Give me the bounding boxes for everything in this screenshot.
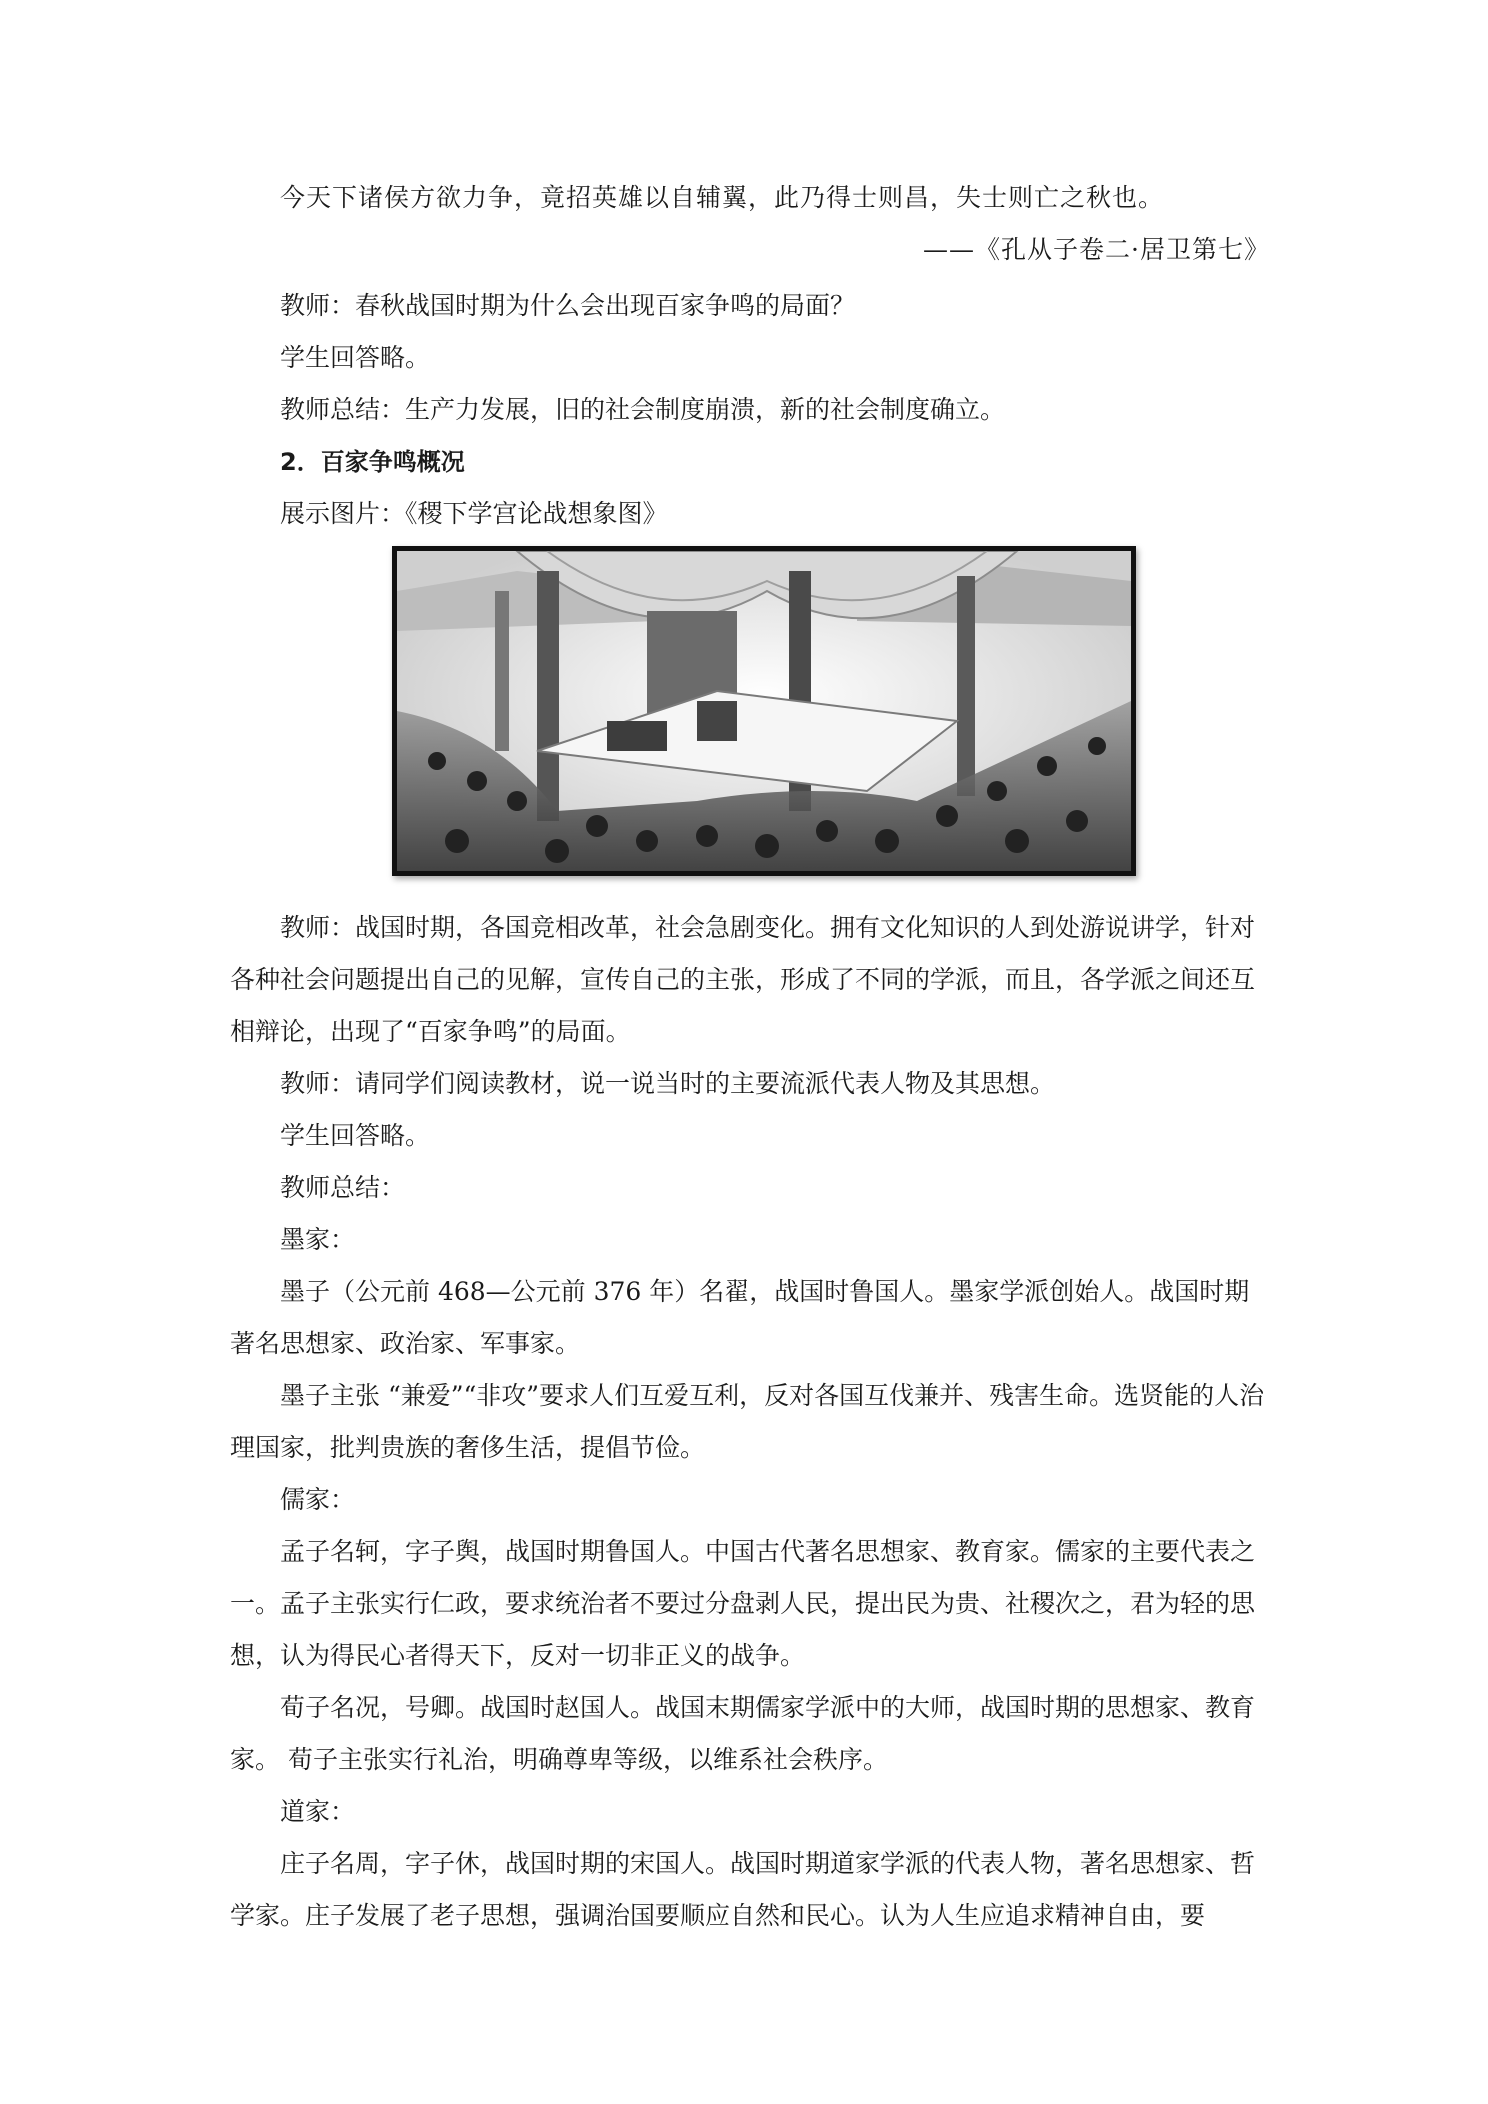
- teacher-question: 教师：春秋战国时期为什么会出现百家争鸣的局面？: [280, 291, 856, 320]
- section-heading: 2．百家争鸣概况: [280, 448, 465, 476]
- body-paragraph-intro: 教师：战国时期，各国竞相改革，社会急剧变化。拥有文化知识的人到处游说讲学，针对各种社会问题提出自己的见解，宣传自己的主张，形成了不同的学派，而且，各学派之间还互相辩论，出现了“百家争鸣”的局面。: [230, 913, 1256, 1046]
- quote-text: 今天下诸侯方欲力争，竟招英雄以自辅翼，此乃得士则昌，失士则亡之秋也。: [280, 183, 1165, 212]
- xunzi-paragraph: 荀子名况，号卿。战国时赵国人。战国末期儒家学派中的大师，战国时期的思想家、教育家。 荀子主张实行礼治，明确尊卑等级，以维系社会秩序。: [230, 1693, 1256, 1774]
- academy-debate-illustration: [392, 546, 1136, 876]
- show-picture-caption: 展示图片：《稷下学宫论战想象图》: [280, 499, 668, 528]
- school-daoism-heading: 道家：: [280, 1797, 356, 1826]
- teacher-summary: 教师总结：生产力发展，旧的社会制度崩溃，新的社会制度确立。: [280, 395, 1006, 424]
- quote-source: ——《孔从子卷二·居卫第七》: [923, 235, 1270, 264]
- school-mohism-heading: 墨家：: [280, 1225, 356, 1254]
- teacher-summary-2: 教师总结：: [280, 1173, 406, 1202]
- teacher-prompt: 教师：请同学们阅读教材，说一说当时的主要流派代表人物及其思想。: [280, 1069, 1056, 1098]
- academy-debate-illustration-icon: [397, 551, 1131, 871]
- zhuangzi-paragraph: 庄子名周，字子休，战国时期的宋国人。战国时期道家学派的代表人物，著名思想家、哲学家。庄子发展了老子思想，强调治国要顺应自然和民心。认为人生应追求精神自由，要: [230, 1849, 1256, 1930]
- student-answer: 学生回答略。: [280, 343, 431, 372]
- school-confucianism-heading: 儒家：: [280, 1485, 356, 1514]
- mozi-ideas: 墨子主张 “兼爱”“非攻”要求人们互爱互利，反对各国互伐兼并、残害生命。选贤能的人治理国家，批判贵族的奢侈生活，提倡节俭。: [230, 1381, 1265, 1462]
- mencius-paragraph: 孟子名轲，字子舆，战国时期鲁国人。中国古代著名思想家、教育家。儒家的主要代表之一。孟子主张实行仁政，要求统治者不要过分盘剥人民，提出民为贵、社稷次之，君为轻的思想，认为得民心者得天下，反对一切非正义的战争。: [230, 1537, 1256, 1670]
- student-answer-2: 学生回答略。: [280, 1121, 431, 1150]
- mozi-bio: 墨子（公元前 468—公元前 376 年）名翟，战国时鲁国人。墨家学派创始人。战国时期著名思想家、政治家、军事家。: [230, 1277, 1250, 1358]
